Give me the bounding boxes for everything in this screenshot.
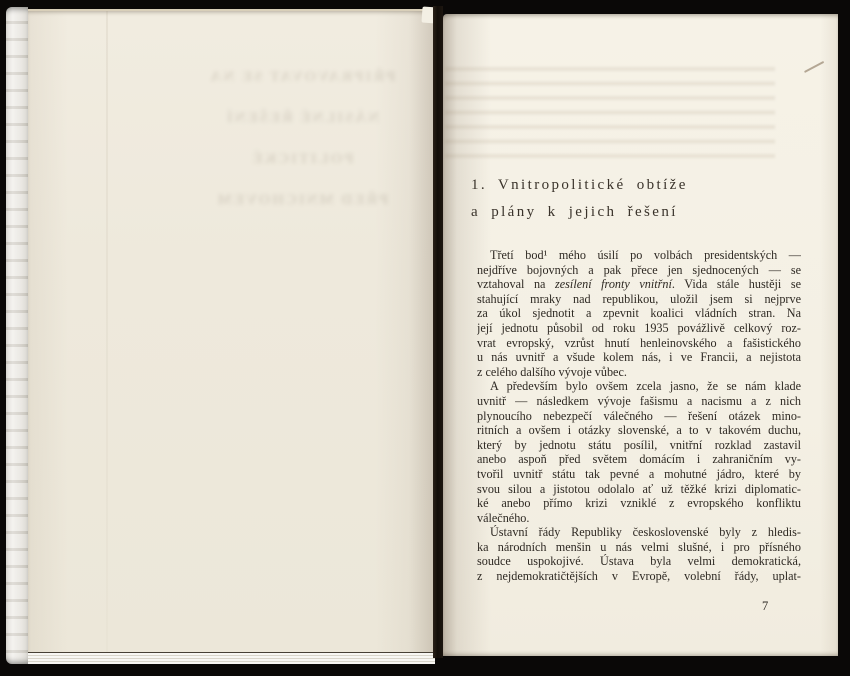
page-number: 7 (762, 599, 769, 613)
chapter-heading-line1: 1. Vnitropolitické obtíže (471, 177, 688, 193)
text-line: Ústavní řády Republiky československé byly z hledis- (490, 525, 801, 540)
text-line: uvnitř — následkem vývoje fašismu a nacismu a z nich (477, 393, 801, 408)
text-line: svou silou a jistotou odolalo ať už těžké krizi diplomatic- (477, 481, 801, 496)
text-line: ka národních menšin u nás velmi slušné, i pro přísného (477, 539, 801, 554)
text-line: nejdříve bojovných a pak přece jen sjednocených — se (477, 262, 801, 277)
show-through-line: PŘED MNICHOVEM (215, 192, 389, 208)
text-line: za úkol sjednotit a zpevnit koalici vládních stran. Na (477, 306, 801, 321)
body-text (477, 248, 801, 584)
text-line: který by jednotu státu posílil, vnitřní rozklad zastavil (477, 437, 801, 452)
book-cover-edge (6, 7, 28, 664)
show-through-smudges (445, 62, 775, 158)
text-line: stahující mraky nad republikou, uložil jsem si nejprve (477, 291, 801, 306)
show-through-text (178, 57, 426, 208)
show-through-line: PŘIPRAVOVAT SE NA (208, 69, 396, 85)
show-through-line: NÁSILNÉ ŘEŠENÍ POLITICKÉ (224, 110, 380, 167)
text-line: její jednotu působil od roku 1935 povážlivě celkový roz- (477, 320, 801, 335)
book-gutter (433, 6, 443, 658)
text-line: Třetí bod¹ mého úsilí po volbách presidentských — (490, 248, 801, 262)
page-block-bottom-edges (28, 652, 435, 664)
text-line: vztahoval na zesílení fronty vnitřní. Vida stále hustěji se (477, 277, 801, 292)
text-line: ritních a ovšem i otázky slovenské, a to v takovém duchu, (477, 423, 801, 438)
text-line: z nejdemokratičtějších v Evropě, volební řády, uplat- (477, 569, 801, 584)
left-page (6, 7, 435, 664)
text-line: plynoucího nebezpečí válečného — řešení otázek mino- (477, 408, 801, 423)
chapter-heading-line2: a plány k jejich řešení (471, 204, 678, 220)
text-line: anebo aspoň před světem domácím i zahraničním vy- (477, 452, 801, 467)
text-line: A především bylo ovšem zcela jasno, že se nám klade (490, 379, 801, 394)
text-line: vrat evropský, vzrůst hnutí henleinovského a fašistického (477, 335, 801, 350)
text-line: soudce uspokojivé. Ústava byla velmi demokratická, (477, 554, 801, 569)
right-page (443, 14, 838, 656)
text-line: ké anebo přímo krizi vzniklé z evropského konfliktu (477, 496, 801, 511)
left-page-face (28, 9, 435, 653)
page-crease (106, 11, 108, 653)
chapter-heading (471, 172, 688, 226)
text-line: z celého dalšího vývoje vůbec. (477, 364, 627, 379)
paper-scratch (804, 61, 824, 73)
text-line: tvořil uvnitř státu tak pevné a mohutné jádro, které by (477, 466, 801, 481)
text-line: u nás uvnitř a všude kolem nás, i ve Francii, a nejistota (477, 350, 801, 365)
text-line: válečného. (477, 510, 530, 525)
